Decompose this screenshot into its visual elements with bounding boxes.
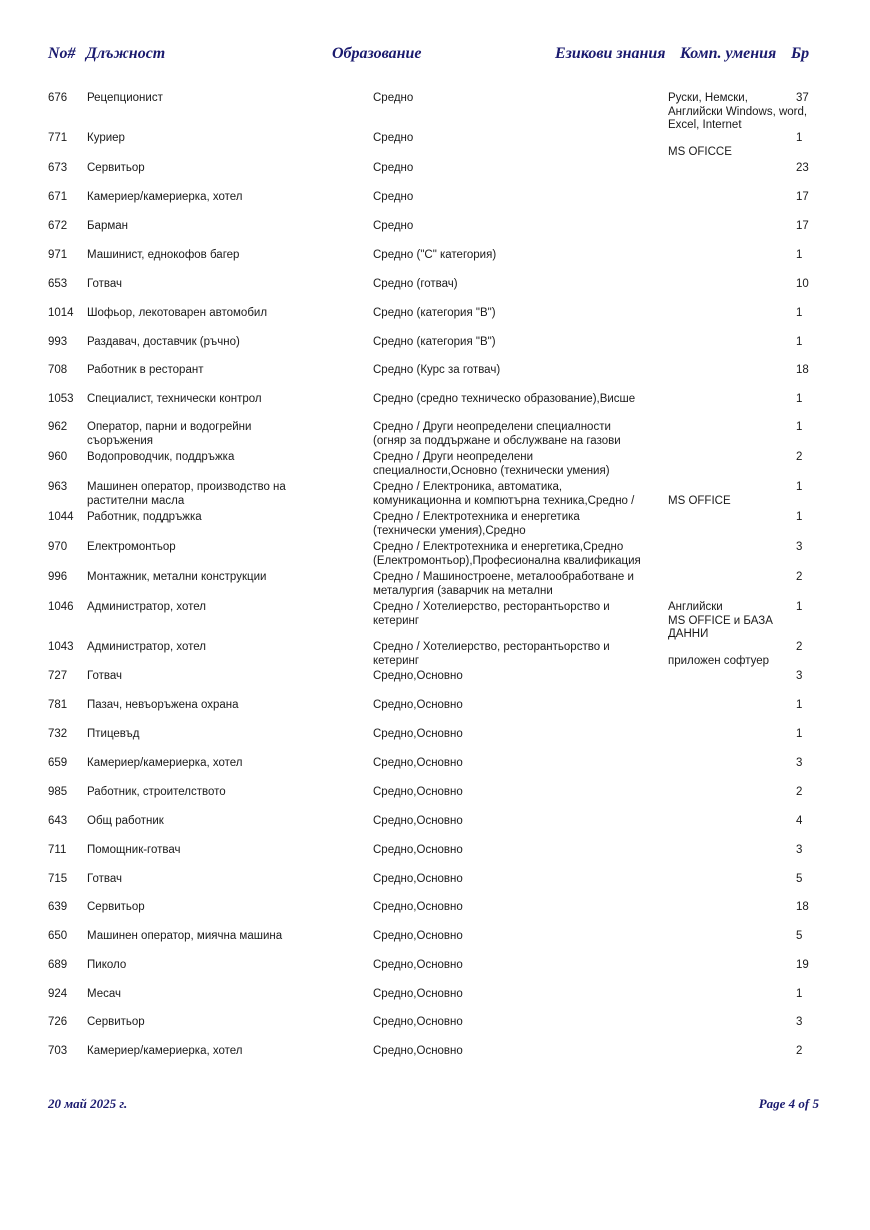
row-education: Средно (категория "B") [373,307,496,319]
row-count: 2 [796,451,803,463]
row-count: 1 [796,601,803,613]
row-position: Работник в ресторант [87,364,204,376]
row-education: Средно (категория "B") [373,336,496,348]
row-education: Средно [373,220,414,232]
row-education: Средно,Основно [373,959,463,971]
row-education: Средно / Електротехника и енергетика,Средно (Електромонтьор),Професионална квалификация [373,541,641,567]
footer-page-number: Page 4 of 5 [758,1096,819,1111]
header-education: Образование [332,45,422,62]
row-count: 1 [796,132,803,144]
row-education: Средно [373,162,414,174]
row-education: Средно,Основно [373,873,463,885]
row-skills: Английски MS OFFICE и БАЗА ДАННИ [668,601,773,640]
row-position: Птицевъд [87,728,140,740]
row-count: 1 [796,421,803,433]
header-count: Бр [791,45,810,62]
row-position: Куриер [87,132,125,144]
row-count: 1 [796,728,803,740]
row-count: 1 [796,307,803,319]
row-education: Средно (готвач) [373,278,458,290]
row-count: 3 [796,757,803,769]
row-number: 996 [48,571,68,583]
row-number: 993 [48,336,68,348]
row-number: 650 [48,930,68,942]
row-number: 659 [48,757,68,769]
footer-date: 20 май 2025 г. [48,1096,128,1111]
row-number: 924 [48,988,68,1000]
row-number: 1046 [48,601,74,613]
row-number: 639 [48,901,68,913]
row-number: 732 [48,728,68,740]
row-count: 17 [796,220,809,232]
row-position: Пиколо [87,959,127,971]
row-number: 671 [48,191,68,203]
row-skills: MS OFFICE [668,494,731,507]
row-education: Средно (Курс за готвач) [373,364,501,376]
row-position: Готвач [87,873,122,885]
row-position: Машинист, еднокофов багер [87,249,240,261]
row-count: 18 [796,901,809,913]
row-education: Средно,Основно [373,844,463,856]
row-count: 2 [796,1045,803,1057]
row-count: 1 [796,393,803,405]
row-position: Готвач [87,670,122,682]
row-count: 1 [796,481,803,493]
row-number: 985 [48,786,68,798]
row-position: Шофьор, лекотоварен автомобил [87,307,268,319]
row-education: Средно [373,191,414,203]
row-count: 1 [796,988,803,1000]
row-education: Средно,Основно [373,728,463,740]
row-count: 1 [796,511,803,523]
row-count: 1 [796,249,803,261]
row-education: Средно,Основно [373,930,463,942]
row-number: 703 [48,1045,68,1057]
header-languages: Езикови знания [555,45,666,62]
row-count: 1 [796,336,803,348]
header-computer-skills: Комп. умения [680,45,777,62]
row-count: 3 [796,844,803,856]
row-number: 689 [48,959,68,971]
row-count: 2 [796,786,803,798]
row-count: 18 [796,364,809,376]
row-position: Работник, строителството [87,786,226,798]
row-skills: MS OFICCE [668,145,732,158]
row-position: Пазач, невъоръжена охрана [87,699,239,711]
row-number: 715 [48,873,68,885]
row-education: Средно,Основно [373,1016,463,1028]
row-position: Оператор, парни и водогрейни съоръжения [87,421,252,447]
row-position: Монтажник, метални конструкции [87,571,267,583]
row-education: Средно / Хотелиерство, ресторантьорство и кетеринг [373,641,610,667]
row-number: 1043 [48,641,74,653]
row-education: Средно,Основно [373,988,463,1000]
row-number: 673 [48,162,68,174]
row-education: Средно,Основно [373,670,463,682]
row-position: Администратор, хотел [87,601,206,613]
row-count: 19 [796,959,809,971]
row-education: Средно,Основно [373,699,463,711]
header-position: Длъжност [86,45,166,62]
row-education: Средно / Други неопределени специалности,Основно (технически умения) [373,451,610,477]
row-number: 971 [48,249,68,261]
row-number: 960 [48,451,68,463]
row-skills: приложен софтуер [668,654,770,667]
row-number: 963 [48,481,68,493]
row-count: 2 [796,571,803,583]
row-position: Машинен оператор, производство на растителни масла [87,481,286,507]
row-position: Помощник-готвач [87,844,181,856]
row-number: 1014 [48,307,74,319]
row-number: 771 [48,132,68,144]
row-position: Специалист, технически контрол [87,393,262,405]
row-education: Средно,Основно [373,901,463,913]
row-position: Сервитьор [87,1016,145,1028]
row-education: Средно / Други неопределени специалности (огняр за поддържане и обслужване на газови [373,421,621,447]
row-number: 672 [48,220,68,232]
row-count: 2 [796,641,803,653]
row-education: Средно / Хотелиерство, ресторантьорство и кетеринг [373,601,610,627]
row-count: 3 [796,1016,803,1028]
row-position: Камериер/камериерка, хотел [87,191,243,203]
row-number: 727 [48,670,68,682]
row-count: 3 [796,541,803,553]
row-education: Средно (средно техническо образование),Висше [373,393,636,405]
row-position: Рецепционист [87,92,163,104]
row-position: Сервитьор [87,162,145,174]
row-count: 5 [796,873,803,885]
row-education: Средно ("С" категория) [373,249,497,261]
row-count: 10 [796,278,809,290]
row-count: 1 [796,699,803,711]
row-education: Средно / Машиностроене, металообработване и металургия (заварчик на метални [373,571,634,597]
row-education: Средно [373,132,414,144]
row-number: 726 [48,1016,68,1028]
row-education: Средно,Основно [373,786,463,798]
header-no: No# [48,45,76,62]
row-education: Средно,Основно [373,815,463,827]
row-position: Машинен оператор, миячна машина [87,930,283,942]
row-number: 1053 [48,393,74,405]
row-number: 970 [48,541,68,553]
row-count: 3 [796,670,803,682]
row-position: Камериер/камериерка, хотел [87,757,243,769]
row-count: 17 [796,191,809,203]
row-position: Сервитьор [87,901,145,913]
row-position: Барман [87,220,128,232]
row-number: 708 [48,364,68,376]
row-position: Електромонтьор [87,541,176,553]
row-position: Общ работник [87,815,164,827]
row-position: Готвач [87,278,122,290]
row-position: Раздавач, доставчик (ръчно) [87,336,240,348]
row-number: 962 [48,421,68,433]
row-number: 781 [48,699,68,711]
row-number: 1044 [48,511,74,523]
row-count: 4 [796,815,803,827]
row-position: Месач [87,988,121,1000]
row-number: 711 [48,844,67,856]
row-education: Средно / Електротехника и енергетика (технически умения),Средно [373,511,580,537]
row-count: 23 [796,162,809,174]
row-count: 5 [796,930,803,942]
row-skills: Руски, Немски, Английски Windows, word, Excel, Internet [668,92,808,131]
row-number: 676 [48,92,68,104]
row-count: 37 [796,92,809,104]
row-number: 653 [48,278,68,290]
row-position: Камериер/камериерка, хотел [87,1045,243,1057]
row-education: Средно / Електроника, автоматика, комуникационна и компютърна техника,Средно / [373,481,635,507]
row-education: Средно [373,92,414,104]
row-education: Средно,Основно [373,757,463,769]
row-number: 643 [48,815,68,827]
row-position: Работник, поддръжка [87,511,202,523]
row-education: Средно,Основно [373,1045,463,1057]
row-position: Администратор, хотел [87,641,206,653]
row-position: Водопроводчик, поддръжка [87,451,235,463]
